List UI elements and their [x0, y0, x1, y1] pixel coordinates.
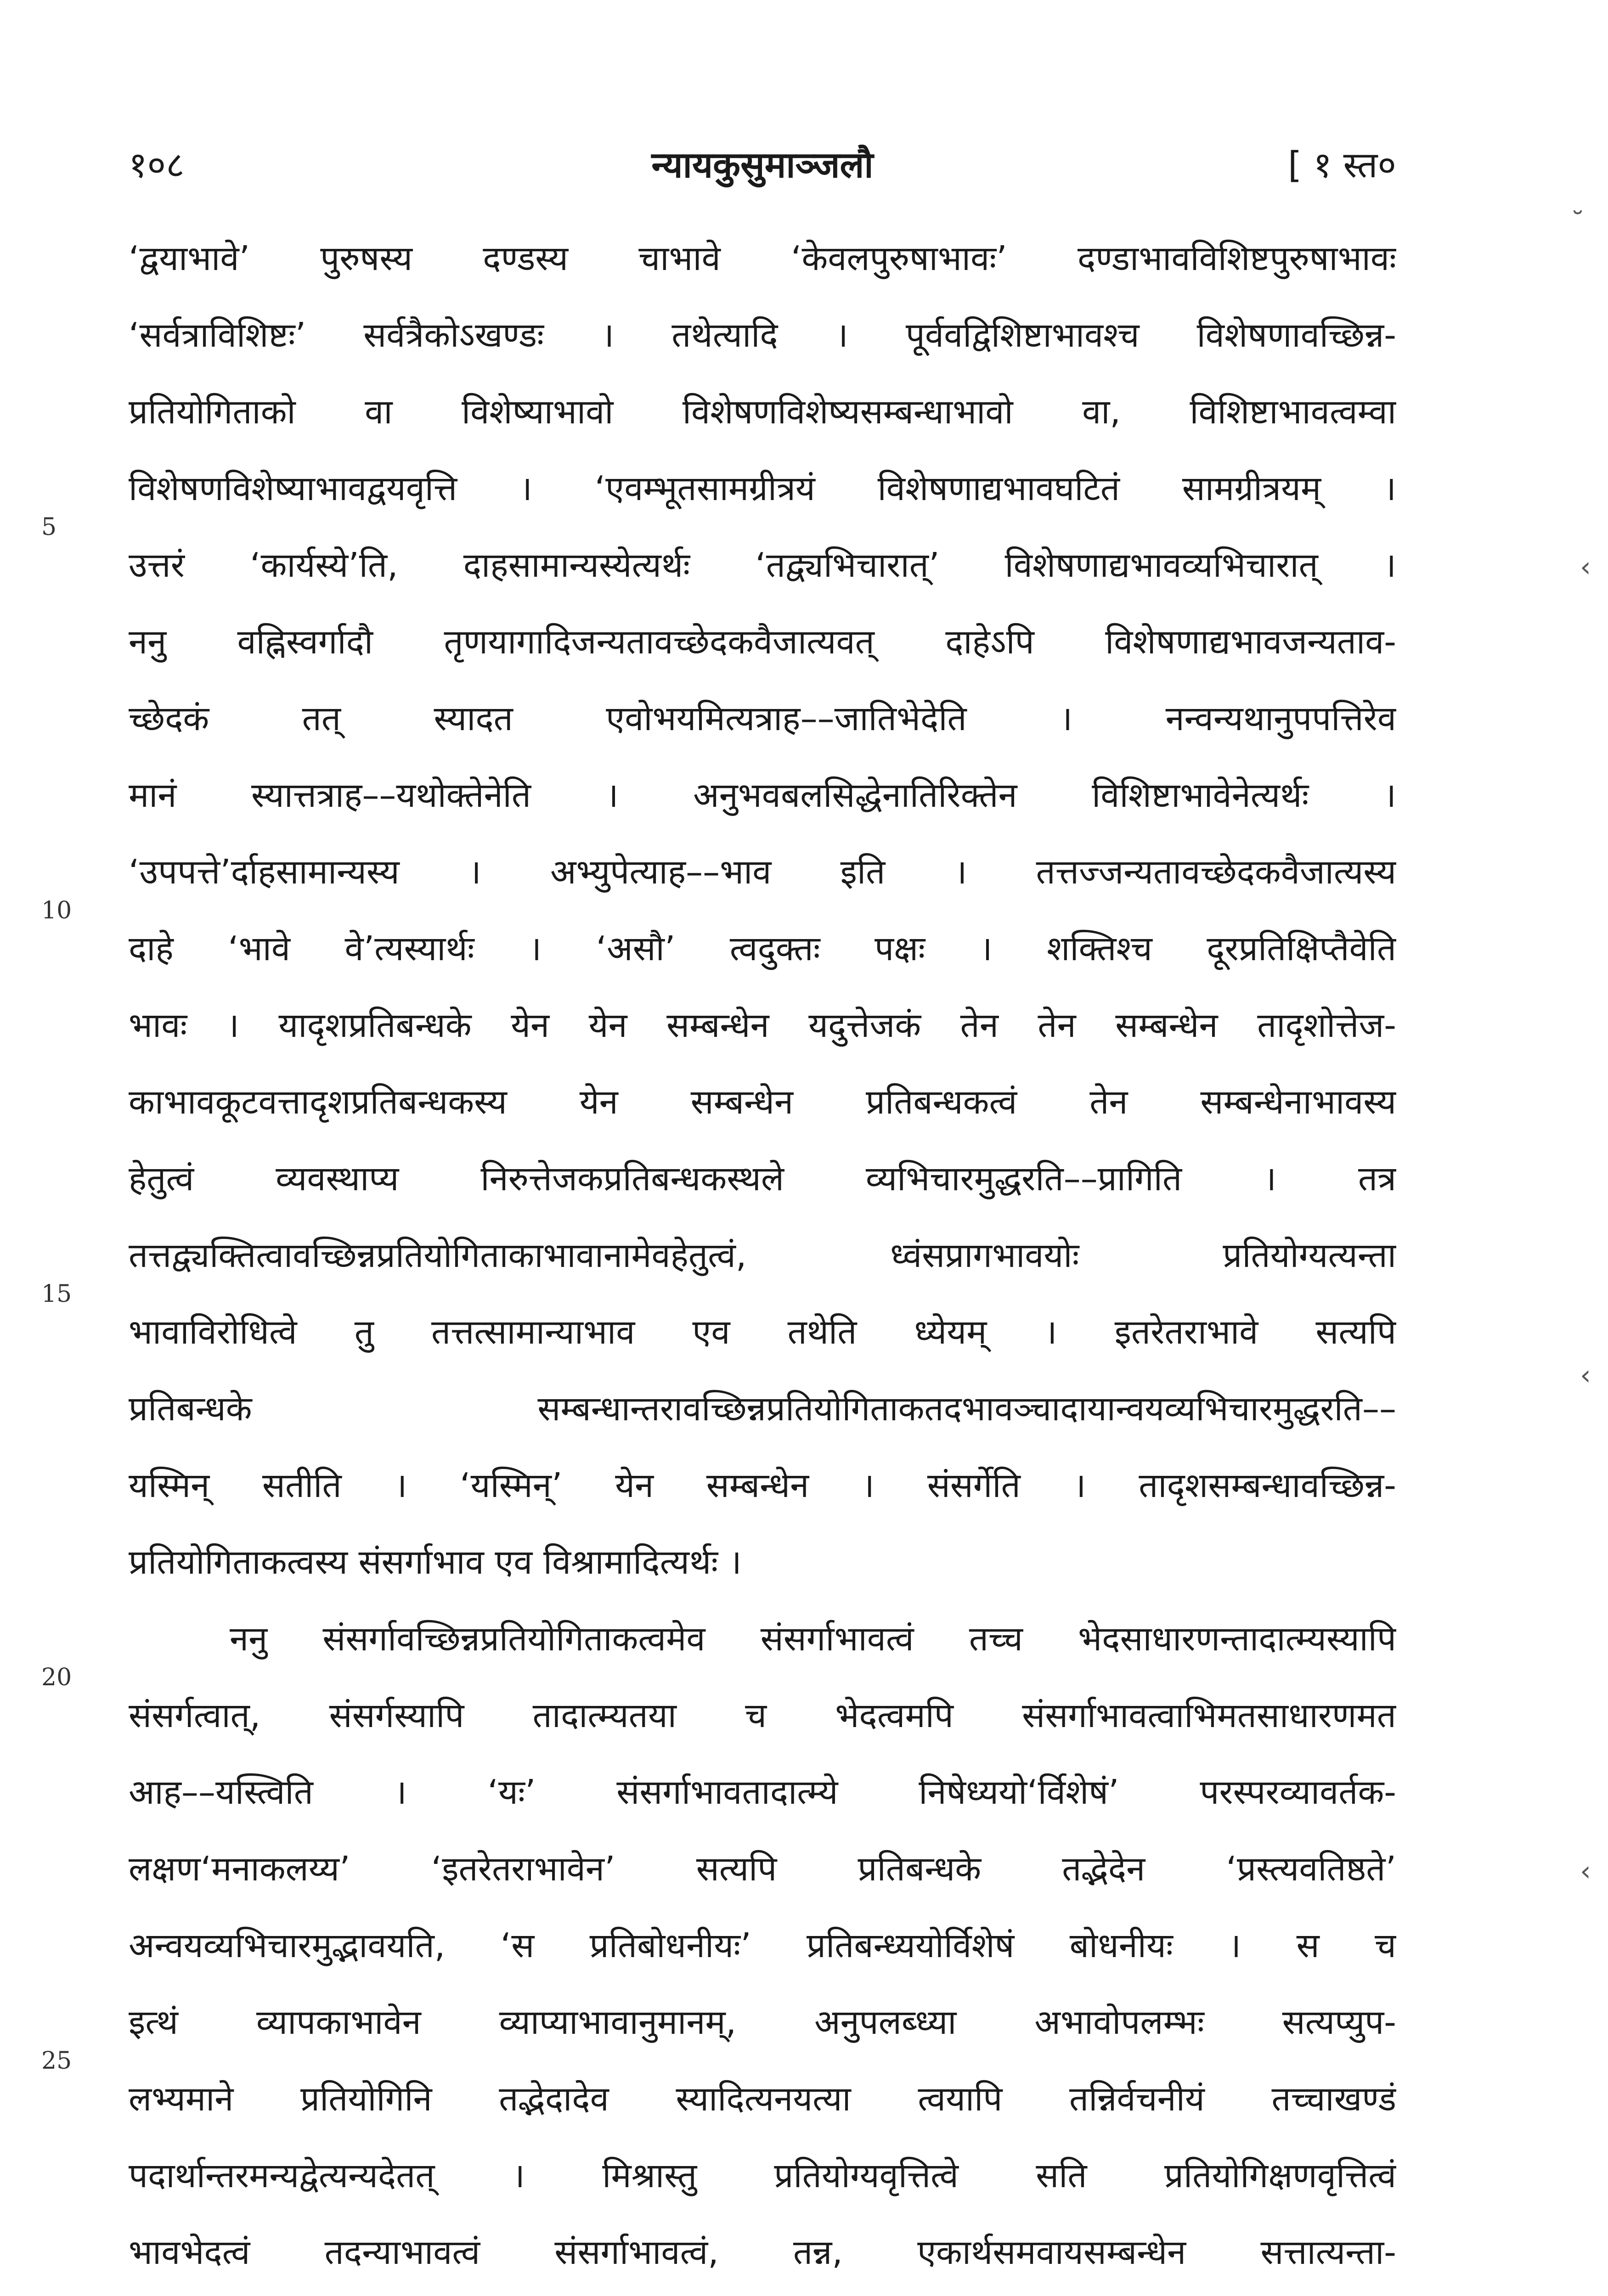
- text-line: काभावकूटवत्तादृशप्रतिबन्धकस्य येन सम्बन्धेन प्रतिबन्धकत्वं तेन सम्बन्धेनाभावस्य: [129, 1082, 1396, 1122]
- text-line: ननु संसर्गावच्छिन्नप्रतियोगिताकत्वमेव संसर्गाभावत्वं तच्च भेदसाधारणन्तादात्म्यस्यापि: [230, 1619, 1396, 1659]
- text-line: ‘द्वयाभावे’ पुरुषस्य दण्डस्य चाभावे ‘केवलपुरुषाभावः’ दण्डाभावविशिष्टपुरुषाभावः: [129, 239, 1396, 278]
- text-line: प्रतियोगिताकत्वस्य संसर्गाभाव एव विश्रामादित्यर्थः ।: [129, 1542, 742, 1582]
- commentary-text: [129, 220, 1396, 2296]
- text-line: ‘उपपत्ते’र्दाहसामान्यस्य । अभ्युपेत्याह––भाव इति । तत्तज्जन्यतावच्छेदकवैजात्यस्य: [129, 852, 1396, 892]
- text-line: विशेषणविशेष्याभावद्वयवृत्ति । ‘एवम्भूतसामग्रीत्रयं विशेषणाद्यभावघटितं सामग्रीत्रयम् ।: [129, 469, 1396, 508]
- margin-mark: ‹: [1580, 1359, 1591, 1391]
- text-line: यस्मिन् सतीति । ‘यस्मिन्’ येन सम्बन्धेन । संसर्गेति । तादृशसम्बन्धावच्छिन्न-: [129, 1466, 1396, 1505]
- text-line: तत्तद्व्यक्तित्वावच्छिन्नप्रतियोगिताकाभावानामेवहेतुत्वं, ध्वंसप्रागभावयोः प्रतियोग्यत्यन्ता: [129, 1236, 1396, 1275]
- margin-mark: ˘: [1571, 207, 1585, 239]
- page-number: १०८: [129, 145, 185, 186]
- text-line: दाहे ‘भावे वे’त्यस्यार्थः । ‘असौ’ त्वदुक्तः पक्षः । शक्तिश्च दूरप्रतिक्षिप्तैवेति: [129, 929, 1396, 968]
- text-line: पदार्थान्तरमन्यद्वेत्यन्यदेतत् । मिश्रास्तु प्रतियोग्यवृत्तित्वे सति प्रतियोगिक्षणवृत्तित्वं: [129, 2156, 1396, 2195]
- margin-mark: ‹: [1580, 1855, 1591, 1887]
- line-number: 10: [41, 897, 72, 924]
- margin-mark: ‹: [1580, 551, 1591, 583]
- text-line: मानं स्यात्तत्राह––यथोक्तेनेति । अनुभवबलसिद्धेनातिरिक्तेन विशिष्टाभावेनेत्यर्थः ।: [129, 776, 1396, 815]
- text-line: लक्षण‘मनाकलय्य’ ‘इतरेतराभावेन’ सत्यपि प्रतिबन्धके तद्भेदेन ‘प्रस्त्यवतिष्ठते’: [129, 1849, 1396, 1889]
- line-number: 5: [41, 513, 57, 541]
- text-line: भावः । यादृशप्रतिबन्धके येन येन सम्बन्धेन यदुत्तेजकं तेन तेन सम्बन्धेन तादृशोत्तेज-: [129, 1006, 1396, 1045]
- text-line: प्रतिबन्धके सम्बन्धान्तरावच्छिन्नप्रतियोगिताकतदभावञ्चादायान्वयव्यभिचारमुद्धरति––: [129, 1389, 1396, 1429]
- text-line: [129, 2291, 1396, 2296]
- text-line: इत्थं व्यापकाभावेन व्याप्याभावानुमानम्, अनुपलब्ध्या अभावोपलम्भः सत्यप्युप-: [129, 2003, 1396, 2042]
- text-line: च्छेदकं तत् स्यादत एवोभयमित्यत्राह––जातिभेदेति । नन्वन्यथानुपपत्तिरेव: [129, 699, 1396, 738]
- text-line: लभ्यमाने प्रतियोगिनि तद्भेदादेव स्यादित्यनयत्या त्वयापि तन्निर्वचनीयं तच्चाखण्डं: [129, 2079, 1396, 2119]
- line-number: 20: [41, 1664, 72, 1691]
- section-marker: [ १ स्त०: [1288, 145, 1396, 186]
- page-title: न्यायकुसुमाञ्जलौ: [651, 145, 874, 186]
- text-line: भावभेदत्वं तदन्याभावत्वं संसर्गाभावत्वं, तन्न, एकार्थसमवायसम्बन्धेन सत्तात्यन्ता-: [129, 2233, 1396, 2272]
- text-line: ननु वह्निस्वर्गादौ तृणयागादिजन्यतावच्छेदकवैजात्यवत् दाहेऽपि विशेषणाद्यभावजन्यताव-: [129, 622, 1396, 662]
- text-line: अन्वयव्यभिचारमुद्भावयति, ‘स प्रतिबोधनीयः’ प्रतिबन्ध्ययोर्विशेषं बोधनीयः । स च: [129, 1926, 1396, 1965]
- text-line: ‘सर्वत्राविशिष्टः’ सर्वत्रैकोऽखण्डः । तथेत्यादि । पूर्ववद्विशिष्टाभावश्च विशेषणावच्छिन्न-: [129, 315, 1396, 355]
- text-line: भावाविरोधित्वे तु तत्तत्सामान्याभाव एव तथेति ध्येयम् । इतरेतराभावे सत्यपि: [129, 1312, 1396, 1352]
- line-number: 25: [41, 2047, 72, 2075]
- text-line: हेतुत्वं व्यवस्थाप्य निरुत्तेजकप्रतिबन्धकस्थले व्यभिचारमुद्धरति––प्रागिति । तत्र: [129, 1159, 1396, 1199]
- running-head: [129, 138, 1396, 193]
- text-line: आह––यस्त्विति । ‘यः’ संसर्गाभावतादात्म्ये निषेध्ययो‘र्विशेषं’ परस्परव्यावर्तक-: [129, 1773, 1396, 1812]
- line-number: 15: [41, 1280, 72, 1308]
- text-line: उत्तरं ‘कार्यस्ये’ति, दाहसामान्यस्येत्यर्थः ‘तद्व्यभिचारात्’ विशेषणाद्यभावव्यभिचारात् ।: [129, 546, 1396, 585]
- text-line: प्रतियोगिताको वा विशेष्याभावो विशेषणविशेष्यसम्बन्धाभावो वा, विशिष्टाभावत्वम्वा: [129, 392, 1396, 432]
- text-line: संसर्गत्वात्, संसर्गस्यापि तादात्म्यतया च भेदत्वमपि संसर्गाभावत्वाभिमतसाधारणमत: [129, 1696, 1396, 1735]
